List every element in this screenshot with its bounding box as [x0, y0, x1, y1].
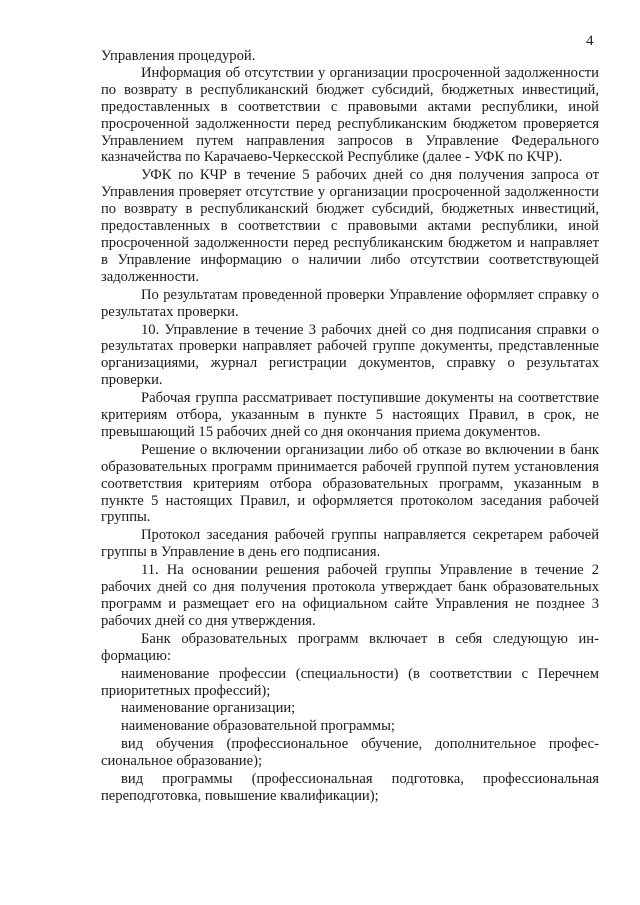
paragraph: Банк образовательных программ включает в себя следующую информацию:	[101, 630, 599, 664]
body-text	[101, 48, 599, 805]
paragraph: Рабочая группа рассматривает поступившие документы на соответствие критериям отбора, указанным в пункте 5 настоящих Правил, в срок, не превышающий 15 рабочих дней со дня окончания приема документов.	[101, 390, 599, 440]
paragraph: По результатам проведенной проверки Управление оформляет справку о результатах проверки.	[101, 286, 599, 320]
page-number: 4	[586, 33, 594, 49]
paragraph: 10. Управление в течение 3 рабочих дней со дня подписания справки о результатах проверки направляет рабочей группе документы, представленные организациями, журнал регистрации документов, справку о результатах проверки.	[101, 321, 599, 389]
paragraph: Решение о включении организации либо об отказе во включении в банк образовательных программ принимается рабочей группой путем установления соответствия критериям отбора образовательных программ, указанным в пункте 5 настоящих Правил, и оформляется протоколом заседания рабочей группы.	[101, 441, 599, 526]
paragraph: УФК по КЧР в течение 5 рабочих дней со дня получения запроса от Управления проверяет отсутствие у организации просроченной задолженности по возврату в республиканский бюджет субсидий, бюджетных инвестиций, предоставленных в соответствии с правовыми актами республики, иной просроченной задолженности перед республиканским бюджетом и направляет в Управление информацию о наличии либо отсутствии соответствующей задолженности.	[101, 167, 599, 285]
list-item: наименование образовательной программы;	[121, 718, 395, 735]
list-item: вид программы (профессиональная подготовка, профессиональная переподготовка, повышение квалификации);	[101, 771, 599, 804]
paragraph: Протокол заседания рабочей группы направляется секретарем рабочей группы в Управление в день его подписания.	[101, 527, 599, 561]
list-item: вид обучения (профессиональное обучение, дополнительное профессиональное образование);	[101, 736, 599, 770]
paragraph: Управления процедурой.	[101, 48, 256, 64]
list-item: наименование организации;	[121, 700, 296, 717]
paragraph: 11. На основании решения рабочей группы Управление в течение 2 рабочих дней со дня получения протокола утверждает банк образовательных программ и размещает его на официальном сайте Управления не позднее 3 рабочих дней со дня утверждения.	[101, 562, 599, 629]
list-item: наименование профессии (специальности) (в соответствии с Перечнем приоритетных профессий);	[101, 665, 599, 699]
paragraph: Информация об отсутствии у организации просроченной задолженности по возврату в республиканский бюджет субсидий, бюджетных инвестиций, предоставленных в соответствии с правовыми актами республики, иной просроченной задолженности перед республиканским бюджетом проверяется Управлением путем направления запросов в Управление Федерального казначейства по Карачаево-Черкесской Республике (далее - УФК по КЧР).	[101, 64, 599, 166]
